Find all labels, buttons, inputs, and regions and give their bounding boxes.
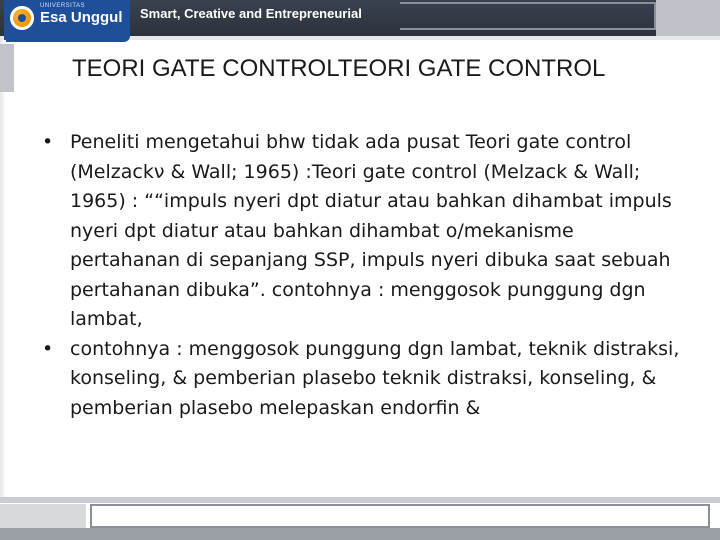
logo-emblem-icon	[10, 6, 34, 30]
slide-body	[40, 128, 680, 423]
bullet-item	[40, 335, 680, 424]
title-accent-bar	[0, 44, 14, 92]
footer-left-block	[0, 504, 86, 528]
bullet-item	[40, 128, 680, 335]
bullet-marker: •	[42, 131, 54, 153]
university-logo	[4, 0, 130, 42]
header-frame	[400, 2, 656, 30]
footer-bar	[0, 497, 720, 503]
slide-title: TEORI GATE CONTROLTEORI GATE CONTROL	[72, 55, 606, 82]
header-accent	[656, 0, 720, 36]
logo-subtitle: UNIVERSITAS	[40, 3, 86, 9]
header-tagline: Smart, Creative and Entrepreneurial	[140, 6, 362, 21]
footer-frame	[90, 504, 710, 528]
logo-name: Esa Unggul	[40, 9, 123, 26]
bullet-text: contohnya : menggosok punggung dgn lambat, teknik distraksi, konseling, & pemberian plasebo teknik distraksi, konseling, & pemberian plasebo melepaskan endorfin &	[70, 337, 680, 419]
side-shade	[0, 40, 6, 497]
footer-bottom-strip	[0, 528, 720, 540]
bullet-text: Peneliti mengetahui bhw tidak ada pusat Teori gate control (Melzackν & Wall; 1965) :Teori gate control (Melzack & Wall; 1965) : ““impuls nyeri dpt diatur atau bahkan dihambat impuls nyeri dpt diatur atau bahkan dihambat o/mekanisme pertahanan di sepanjang SSP, impuls nyeri dibuka saat sebuah pertahanan dibuka”. contohnya : menggosok punggung dgn lambat,	[70, 131, 672, 330]
bullet-marker: •	[42, 337, 54, 360]
